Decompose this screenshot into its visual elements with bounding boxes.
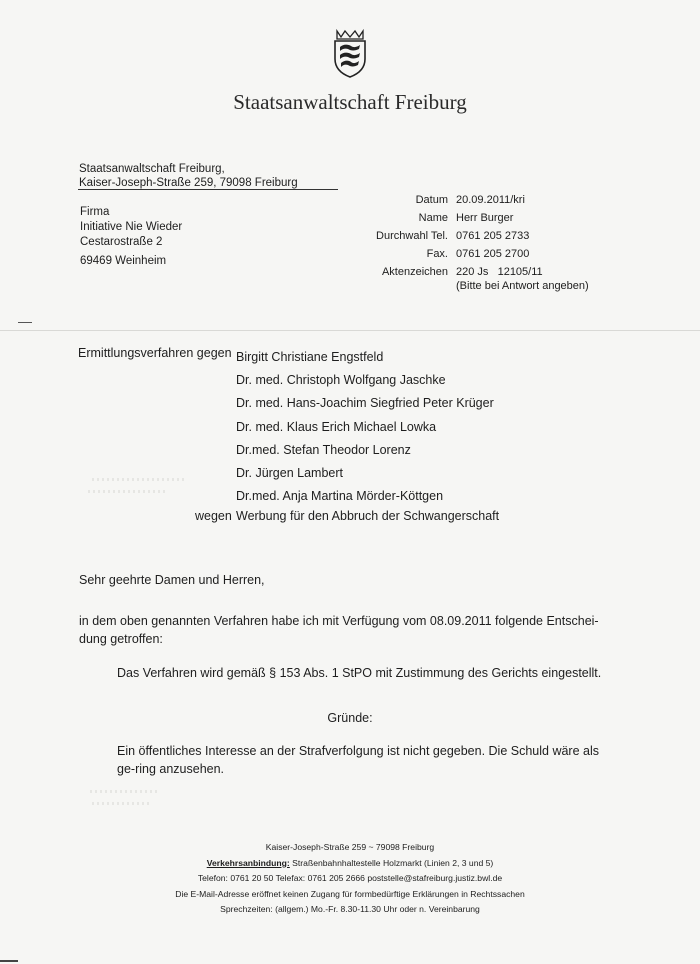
letter-footer — [0, 840, 700, 918]
accused-name: Dr. med. Hans-Joachim Siegfried Peter Krüger — [236, 396, 494, 411]
charge-label: wegen — [195, 509, 232, 523]
accused-name: Dr. med. Christoph Wolfgang Jaschke — [236, 373, 446, 388]
accused-name: Dr.med. Stefan Theodor Lorenz — [236, 442, 411, 457]
scan-smudge — [92, 478, 187, 481]
sender-line-1: Staatsanwaltschaft Freiburg, — [79, 163, 225, 175]
footer-email-note: Die E-Mail-Adresse eröffnet keinen Zugang für formbedürftige Erklärungen in Rechtssachen — [175, 888, 525, 899]
recipient-line: Firma — [80, 206, 110, 218]
info-label: Fax. — [426, 248, 448, 260]
salutation: Sehr geehrte Damen und Herren, — [79, 573, 265, 587]
recipient-address — [80, 205, 182, 269]
accused-name: Dr. med. Klaus Erich Michael Lowka — [236, 419, 437, 434]
state-coat-of-arms-icon — [331, 28, 369, 78]
sender-line-2: Kaiser-Joseph-Straße 259, 79098 Freiburg — [79, 177, 298, 189]
footer-contact: Telefon: 0761 20 50 Telefax: 0761 205 2666 poststelle@stafreiburg.justiz.bwl.de — [197, 873, 503, 883]
info-label: Name — [418, 212, 448, 224]
info-value: Herr Burger — [456, 212, 514, 224]
info-row-phone — [360, 230, 589, 248]
accused-name: Birgitt Christiane Engstfeld — [236, 350, 384, 364]
scan-smudge — [92, 802, 152, 805]
sender-address — [79, 162, 298, 190]
info-label: Datum — [415, 194, 448, 206]
info-row-date — [360, 194, 589, 212]
info-value: 20.09.2011/kri — [456, 194, 525, 206]
footer-address: Kaiser-Joseph-Straße 259 ~ 79098 Freiburg — [265, 842, 435, 852]
info-label: Aktenzeichen — [381, 266, 448, 278]
info-label: Durchwahl Tel. — [376, 230, 448, 242]
sender-divider — [78, 189, 338, 190]
recipient-line: Initiative Nie Wieder — [80, 221, 183, 233]
info-value: 0761 205 2700 — [456, 248, 530, 260]
recipient-line: Cestarostraße 2 — [80, 236, 163, 248]
accused-name: Dr. Jürgen Lambert — [236, 466, 343, 481]
paper-fold-line — [0, 330, 700, 331]
info-value: 0761 205 2733 — [456, 230, 530, 242]
footer-transport-text: Straßenbahnhaltestelle Holzmarkt (Linien 2, 3 und 5) — [289, 857, 494, 868]
authority-name: Staatsanwaltschaft Freiburg — [233, 90, 467, 114]
scan-smudge — [90, 790, 160, 793]
info-row-fax — [360, 248, 589, 266]
footer-transport — [0, 856, 700, 872]
scan-smudge — [88, 490, 168, 493]
decision-intro-paragraph: in dem oben genannten Verfahren habe ich mit Verfügung vom 08.09.2011 folgende Entschei-dung getroffen: — [79, 614, 599, 646]
accused-list — [236, 346, 494, 508]
charge-text: Werbung für den Abbruch der Schwangerschaft — [236, 509, 500, 523]
info-row-name — [360, 212, 589, 230]
footer-hours: Sprechzeiten: (allgem.) Mo.-Fr. 8.30-11.30 Uhr oder n. Vereinbarung — [220, 904, 480, 914]
proceedings-label: Ermittlungsverfahren gegen — [78, 346, 232, 360]
accused-name: Dr.med. Anja Martina Mörder-Köttgen — [236, 489, 444, 504]
reply-reference-note: (Bitte bei Antwort angeben) — [456, 280, 589, 292]
fold-mark — [18, 322, 32, 323]
reference-info-block — [360, 194, 589, 292]
decision-text: Das Verfahren wird gemäß § 153 Abs. 1 StPO mit Zustimmung des Gerichts eingestellt. — [117, 666, 602, 680]
recipient-city: 69469 Weinheim — [80, 255, 167, 267]
page-edge-mark — [0, 960, 18, 962]
footer-transport-label: Verkehrsanbindung: — [206, 857, 290, 868]
grounds-text: Ein öffentliches Interesse an der Strafverfolgung ist nicht gegeben. Die Schuld wäre als ge-ring anzusehen. — [117, 744, 599, 776]
info-value: 220 Js 12105/11 — [456, 266, 543, 278]
grounds-heading: Gründe: — [327, 711, 373, 725]
